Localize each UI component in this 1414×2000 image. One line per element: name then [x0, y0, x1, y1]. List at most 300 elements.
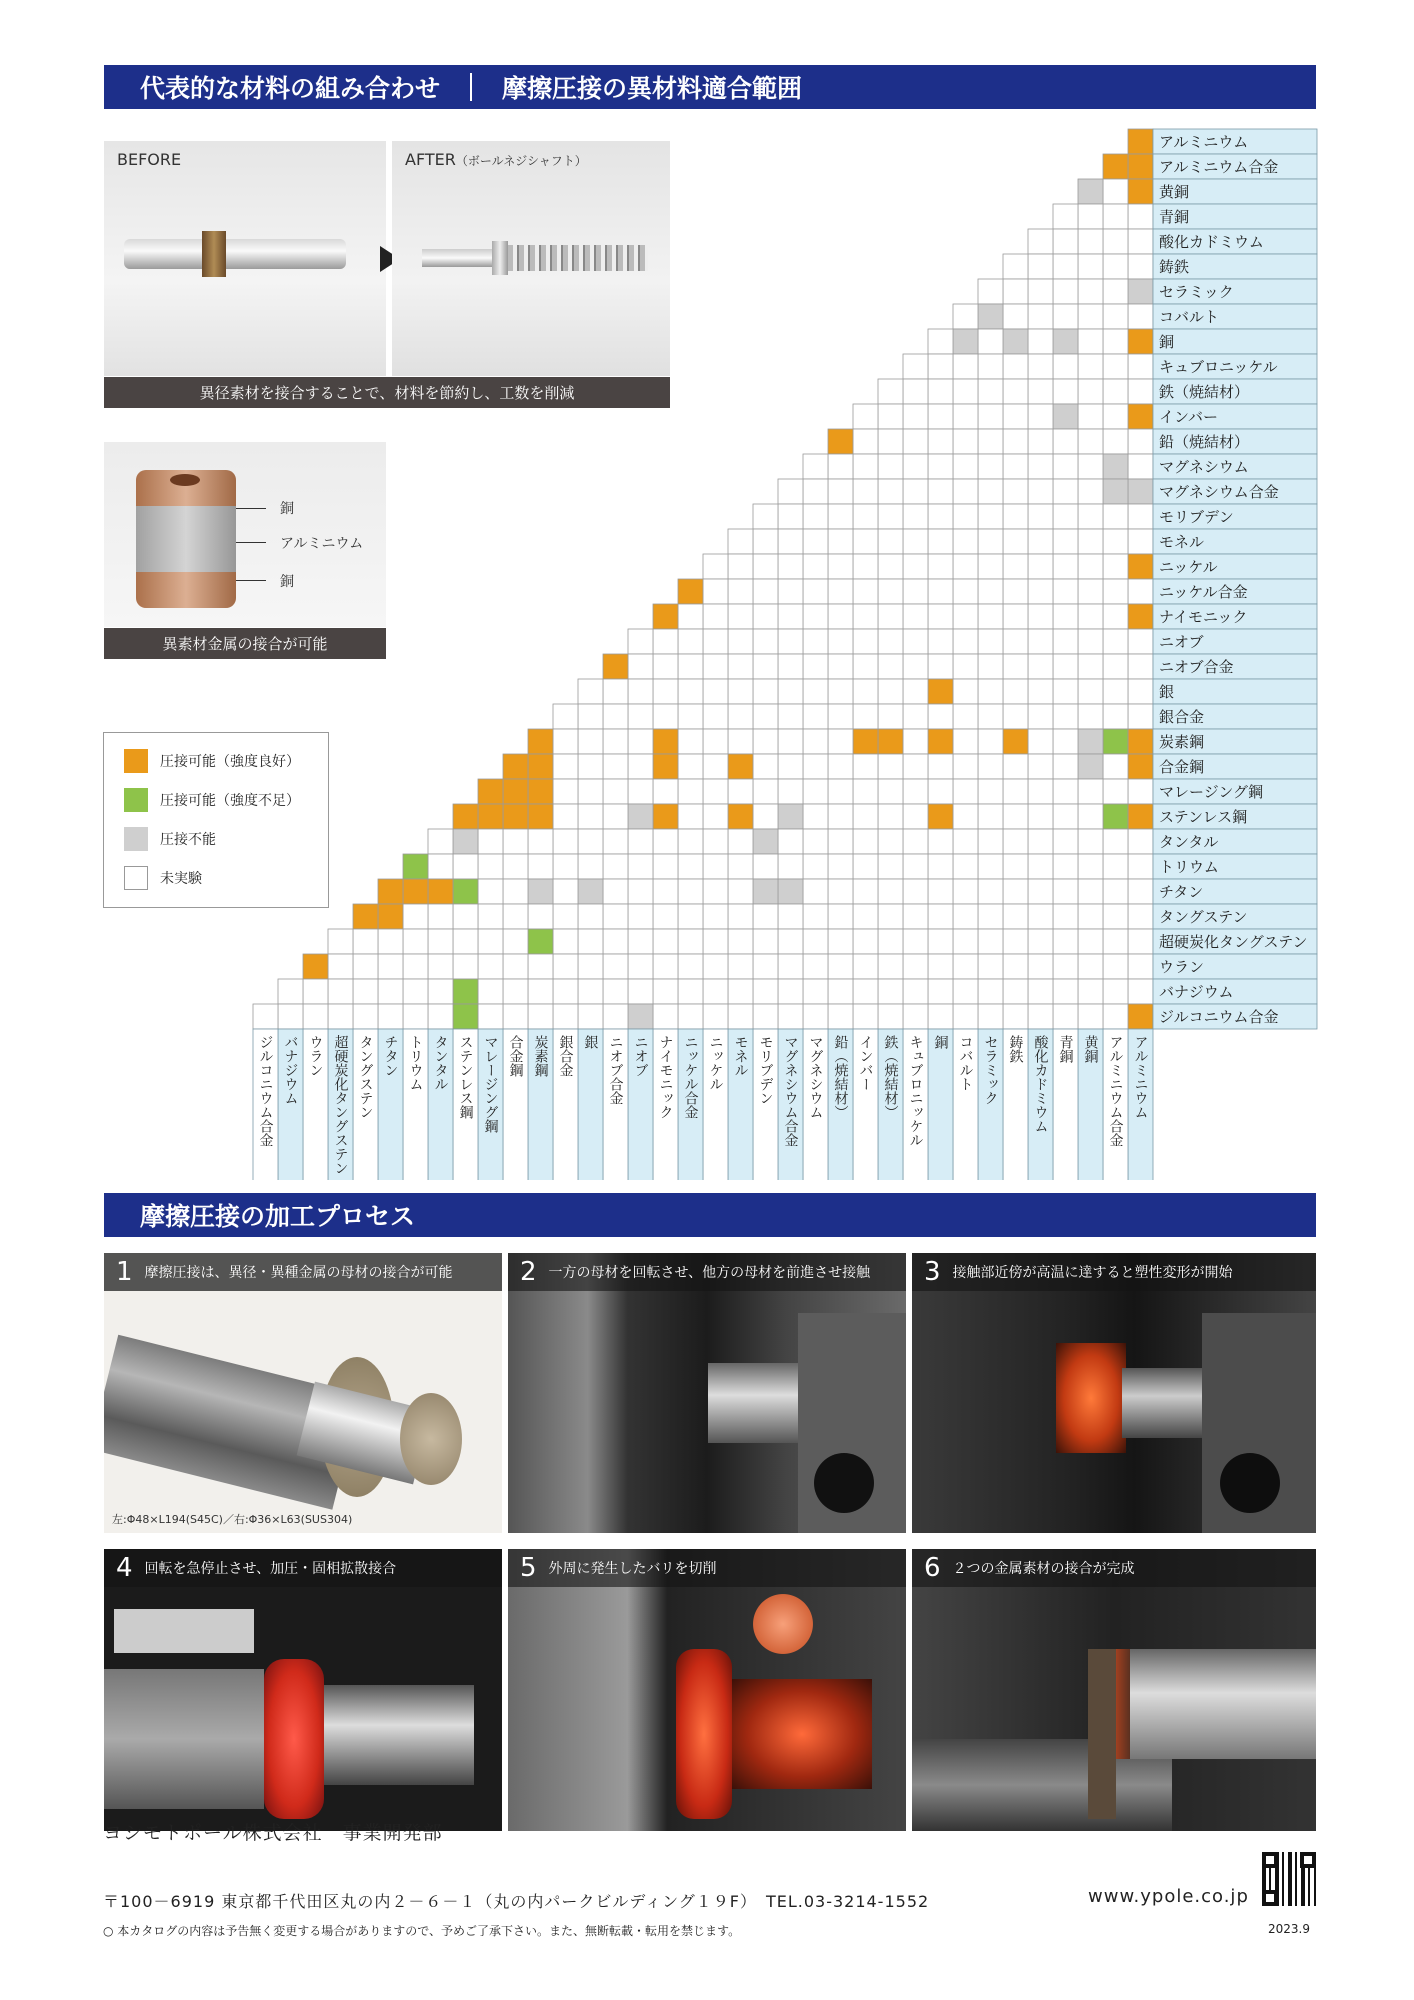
matrix-cell	[703, 979, 728, 1004]
matrix-cell	[828, 629, 853, 654]
matrix-cell	[653, 729, 678, 754]
matrix-cell	[853, 679, 878, 704]
matrix-cell	[1103, 554, 1128, 579]
matrix-cell	[503, 829, 528, 854]
matrix-cell	[1003, 729, 1028, 754]
matrix-cell	[603, 679, 628, 704]
matrix-cell	[1078, 604, 1103, 629]
matrix-cell	[978, 404, 1003, 429]
matrix-cell	[703, 929, 728, 954]
matrix-cell	[1003, 879, 1028, 904]
matrix-cell	[1028, 829, 1053, 854]
matrix-cell	[1128, 379, 1153, 404]
matrix-cell	[703, 879, 728, 904]
matrix-cell	[1053, 429, 1078, 454]
matrix-cell	[1053, 304, 1078, 329]
matrix-cell	[1053, 229, 1078, 254]
row-label: モネル	[1159, 533, 1205, 551]
matrix-cell	[928, 854, 953, 879]
matrix-cell	[1028, 604, 1053, 629]
matrix-cell	[453, 979, 478, 1004]
column-label: インバー	[857, 1035, 874, 1091]
matrix-cell	[653, 904, 678, 929]
matrix-cell	[328, 929, 353, 954]
process-header-title: 摩擦圧接の加工プロセス	[140, 1202, 416, 1231]
matrix-cell	[553, 879, 578, 904]
matrix-cell	[928, 904, 953, 929]
matrix-cell	[953, 804, 978, 829]
matrix-cell	[1128, 954, 1153, 979]
matrix-cell	[1128, 179, 1153, 204]
matrix-cell	[728, 654, 753, 679]
matrix-cell	[1028, 279, 1053, 304]
matrix-cell	[1003, 354, 1028, 379]
matrix-cell	[903, 529, 928, 554]
matrix-cell	[928, 629, 953, 654]
matrix-cell	[903, 779, 928, 804]
matrix-cell	[1128, 554, 1153, 579]
matrix-cell	[653, 754, 678, 779]
matrix-cell	[778, 554, 803, 579]
matrix-cell	[1128, 204, 1153, 229]
matrix-cell	[1103, 279, 1128, 304]
column-label: ナイモニック	[657, 1035, 674, 1119]
matrix-cell	[1053, 929, 1078, 954]
matrix-cell	[1078, 729, 1103, 754]
matrix-cell	[1078, 329, 1103, 354]
matrix-cell	[653, 629, 678, 654]
step-1-note: 左:Φ48×L194(S45C)／右:Φ36×L63(SUS304)	[112, 1513, 353, 1526]
matrix-cell	[853, 454, 878, 479]
matrix-cell	[628, 929, 653, 954]
matrix-cell	[303, 954, 328, 979]
matrix-cell	[803, 779, 828, 804]
matrix-cell	[978, 904, 1003, 929]
matrix-cell	[378, 904, 403, 929]
matrix-cell	[653, 854, 678, 879]
matrix-cell	[853, 879, 878, 904]
matrix-cell	[403, 1004, 428, 1029]
column-label: ニッケル合金	[682, 1035, 699, 1119]
column-label: タングステン	[357, 1035, 374, 1119]
matrix-cell	[803, 679, 828, 704]
matrix-cell	[1103, 404, 1128, 429]
legend-label-good: 圧接可能（強度良好）	[160, 754, 300, 770]
matrix-cell	[978, 504, 1003, 529]
matrix-cell	[928, 354, 953, 379]
matrix-cell	[953, 379, 978, 404]
matrix-cell	[1028, 929, 1053, 954]
matrix-cell	[628, 979, 653, 1004]
step-6-number: 6	[924, 1553, 941, 1583]
matrix-cell	[753, 954, 778, 979]
matrix-cell	[1128, 529, 1153, 554]
matrix-cell	[828, 979, 853, 1004]
matrix-cell	[803, 754, 828, 779]
matrix-cell	[353, 929, 378, 954]
matrix-cell	[878, 979, 903, 1004]
matrix-cell	[1053, 554, 1078, 579]
matrix-cell	[628, 904, 653, 929]
matrix-cell	[853, 479, 878, 504]
matrix-cell	[553, 779, 578, 804]
row-label: 銅	[1159, 333, 1175, 351]
matrix-cell	[903, 979, 928, 1004]
matrix-cell	[953, 454, 978, 479]
matrix-cell	[853, 629, 878, 654]
matrix-cell	[503, 929, 528, 954]
matrix-cell	[778, 679, 803, 704]
process-step-6	[912, 1549, 1316, 1831]
matrix-cell	[1003, 754, 1028, 779]
matrix-cell	[878, 454, 903, 479]
matrix-cell	[803, 954, 828, 979]
matrix-cell	[853, 554, 878, 579]
matrix-cell	[1028, 504, 1053, 529]
matrix-cell	[603, 904, 628, 929]
row-label: トリウム	[1159, 858, 1219, 876]
matrix-cell	[903, 429, 928, 454]
column-label: 鉛（焼結材）	[832, 1035, 849, 1119]
matrix-cell	[728, 529, 753, 554]
layer-label-copper-top: 銅	[280, 501, 294, 517]
matrix-cell	[753, 654, 778, 679]
matrix-cell	[778, 779, 803, 804]
matrix-cell	[1028, 454, 1053, 479]
matrix-cell	[878, 529, 903, 554]
matrix-cell	[803, 629, 828, 654]
matrix-cell	[903, 579, 928, 604]
matrix-cell	[428, 829, 453, 854]
matrix-cell	[978, 754, 1003, 779]
matrix-cell	[978, 429, 1003, 454]
matrix-cell	[928, 579, 953, 604]
step-4-number: 4	[116, 1553, 133, 1583]
matrix-cell	[1078, 829, 1103, 854]
matrix-cell	[1053, 479, 1078, 504]
column-label: タンタル	[432, 1035, 449, 1091]
matrix-cell	[628, 954, 653, 979]
matrix-cell	[1028, 704, 1053, 729]
matrix-cell	[828, 854, 853, 879]
row-label: 銀合金	[1159, 708, 1205, 726]
matrix-cell	[978, 454, 1003, 479]
matrix-cell	[628, 654, 653, 679]
matrix-cell	[678, 654, 703, 679]
matrix-cell	[703, 654, 728, 679]
matrix-cell	[628, 829, 653, 854]
matrix-cell	[653, 604, 678, 629]
matrix-cell	[1053, 504, 1078, 529]
matrix-cell	[403, 879, 428, 904]
matrix-cell	[828, 879, 853, 904]
step-4-title: 回転を急停止させ、加圧・固相拡散接合	[144, 1561, 397, 1577]
matrix-cell	[903, 954, 928, 979]
row-label: ジルコニウム合金	[1159, 1008, 1279, 1026]
column-label: 鉄（焼結材）	[882, 1035, 899, 1119]
matrix-cell	[803, 729, 828, 754]
matrix-cell	[703, 904, 728, 929]
matrix-cell	[928, 1004, 953, 1029]
matrix-cell	[1128, 429, 1153, 454]
matrix-cell	[853, 729, 878, 754]
column-label: ウラン	[307, 1035, 324, 1077]
matrix-cell	[878, 479, 903, 504]
column-label: ステンレス鋼	[457, 1035, 474, 1119]
step-2-title: 一方の母材を回転させ、他方の母材を前進させ接触	[548, 1265, 871, 1281]
matrix-cell	[903, 929, 928, 954]
matrix-cell	[1053, 729, 1078, 754]
matrix-cell	[828, 704, 853, 729]
matrix-cell	[1103, 354, 1128, 379]
matrix-cell	[803, 804, 828, 829]
matrix-cell	[578, 979, 603, 1004]
matrix-cell	[1078, 904, 1103, 929]
row-label: 青銅	[1159, 208, 1190, 226]
matrix-cell	[453, 829, 478, 854]
matrix-cell	[728, 929, 753, 954]
layer-label-aluminum: アルミニウム	[280, 536, 364, 552]
matrix-cell	[853, 854, 878, 879]
matrix-cell	[578, 904, 603, 929]
matrix-cell	[928, 379, 953, 404]
matrix-cell	[953, 604, 978, 629]
matrix-cell	[803, 504, 828, 529]
column-label: 鋳鉄	[1007, 1035, 1024, 1063]
matrix-cell	[453, 854, 478, 879]
matrix-cell	[1053, 654, 1078, 679]
matrix-cell	[478, 804, 503, 829]
matrix-cell	[678, 629, 703, 654]
matrix-cell	[828, 804, 853, 829]
section-header-process	[104, 1193, 1316, 1237]
matrix-cell	[903, 704, 928, 729]
column-label: ニオブ	[632, 1035, 649, 1077]
matrix-cell	[703, 854, 728, 879]
column-label: 合金鋼	[507, 1035, 524, 1077]
matrix-cell	[753, 979, 778, 1004]
matrix-cell	[853, 804, 878, 829]
matrix-cell	[803, 704, 828, 729]
matrix-cell	[678, 1004, 703, 1029]
qr-code-icon[interactable]	[1262, 1852, 1316, 1906]
matrix-cell	[728, 704, 753, 729]
matrix-cell	[1078, 854, 1103, 879]
matrix-cell	[828, 954, 853, 979]
matrix-cell	[978, 479, 1003, 504]
matrix-cell	[753, 554, 778, 579]
row-label: アルミニウム	[1159, 133, 1249, 151]
row-label: 超硬炭化タングステン	[1159, 933, 1308, 951]
column-label: 黄銅	[1082, 1035, 1099, 1063]
matrix-cell	[1078, 754, 1103, 779]
matrix-cell	[1003, 254, 1028, 279]
matrix-cell	[978, 929, 1003, 954]
matrix-cell	[928, 954, 953, 979]
matrix-cell	[528, 729, 553, 754]
matrix-cell	[903, 354, 928, 379]
matrix-cell	[328, 979, 353, 1004]
row-label: アルミニウム合金	[1159, 158, 1279, 176]
row-label: マレージング鋼	[1159, 783, 1264, 801]
matrix-cell	[1128, 604, 1153, 629]
matrix-cell	[978, 329, 1003, 354]
matrix-cell	[853, 954, 878, 979]
matrix-cell	[1078, 479, 1103, 504]
matrix-cell	[728, 904, 753, 929]
matrix-cell	[478, 1004, 503, 1029]
matrix-cell	[928, 329, 953, 354]
matrix-cell	[778, 979, 803, 1004]
matrix-cell	[778, 504, 803, 529]
matrix-cell	[1128, 279, 1153, 304]
matrix-cell	[1053, 854, 1078, 879]
matrix-cell	[428, 904, 453, 929]
matrix-cell	[1053, 879, 1078, 904]
matrix-cell	[403, 904, 428, 929]
matrix-cell	[928, 979, 953, 1004]
matrix-cell	[878, 654, 903, 679]
matrix-cell	[903, 404, 928, 429]
row-label-bg	[1153, 329, 1317, 354]
matrix-cell	[1028, 379, 1053, 404]
matrix-cell	[1128, 479, 1153, 504]
matrix-cell	[478, 979, 503, 1004]
matrix-cell	[953, 304, 978, 329]
row-label: 鉛（焼結材）	[1159, 433, 1250, 451]
matrix-cell	[753, 1004, 778, 1029]
matrix-cell	[1003, 829, 1028, 854]
matrix-cell	[1128, 679, 1153, 704]
matrix-cell	[978, 304, 1003, 329]
matrix-cell	[678, 854, 703, 879]
matrix-cell	[578, 804, 603, 829]
matrix-cell	[528, 979, 553, 1004]
matrix-cell	[428, 1004, 453, 1029]
matrix-cell	[778, 654, 803, 679]
column-label: 青銅	[1057, 1035, 1074, 1063]
row-label: 合金鋼	[1159, 758, 1205, 776]
matrix-cell	[1028, 404, 1053, 429]
matrix-cell	[1003, 304, 1028, 329]
matrix-cell	[1103, 179, 1128, 204]
column-label: アルミニウム	[1132, 1035, 1149, 1119]
matrix-cell	[753, 579, 778, 604]
process-step-5	[508, 1549, 906, 1831]
matrix-cell	[878, 404, 903, 429]
matrix-cell	[1103, 754, 1128, 779]
matrix-cell	[653, 779, 678, 804]
matrix-cell	[628, 704, 653, 729]
row-label: セラミック	[1159, 283, 1234, 301]
matrix-cell	[353, 1004, 378, 1029]
matrix-cell	[728, 579, 753, 604]
matrix-cell	[1003, 429, 1028, 454]
matrix-cell	[1003, 529, 1028, 554]
matrix-cell	[928, 704, 953, 729]
matrix-cell	[853, 604, 878, 629]
matrix-cell	[528, 1004, 553, 1029]
matrix-cell	[853, 979, 878, 1004]
column-label: 銅	[932, 1035, 949, 1049]
matrix-cell	[703, 629, 728, 654]
matrix-cell	[978, 654, 1003, 679]
matrix-cell	[653, 929, 678, 954]
matrix-cell	[903, 629, 928, 654]
matrix-cell	[503, 904, 528, 929]
matrix-cell	[528, 904, 553, 929]
matrix-cell	[803, 1004, 828, 1029]
matrix-cell	[1003, 404, 1028, 429]
matrix-cell	[1003, 279, 1028, 304]
matrix-cell	[878, 954, 903, 979]
matrix-cell	[703, 729, 728, 754]
matrix-cell	[1053, 204, 1078, 229]
matrix-cell	[1003, 479, 1028, 504]
matrix-cell	[703, 829, 728, 854]
matrix-cell	[603, 929, 628, 954]
matrix-cell	[753, 854, 778, 879]
column-label: ニッケル	[707, 1035, 724, 1091]
matrix-cell	[703, 679, 728, 704]
matrix-cell	[1103, 904, 1128, 929]
row-label: チタン	[1159, 883, 1204, 901]
matrix-cell	[728, 779, 753, 804]
matrix-cell	[478, 954, 503, 979]
website-link[interactable]: www.ypole.co.jp	[1088, 1886, 1249, 1907]
matrix-cell	[553, 979, 578, 1004]
matrix-cell	[978, 379, 1003, 404]
matrix-cell	[728, 979, 753, 1004]
matrix-cell	[1028, 554, 1053, 579]
matrix-cell	[878, 829, 903, 854]
matrix-cell	[603, 754, 628, 779]
matrix-cell	[928, 404, 953, 429]
matrix-cell	[678, 954, 703, 979]
matrix-cell	[828, 729, 853, 754]
company-address: 〒100－6919 東京都千代田区丸の内２－６－１（丸の内パークビルディング１９F） TEL.03-3214-1552	[103, 1892, 930, 1911]
matrix-cell	[728, 554, 753, 579]
matrix-cell	[978, 629, 1003, 654]
matrix-cell	[828, 829, 853, 854]
matrix-cell	[278, 1004, 303, 1029]
before-after-caption: 異径素材を接合することで、材料を節約し、工数を削減	[104, 377, 670, 408]
row-label: タンタル	[1159, 833, 1219, 851]
matrix-cell	[828, 454, 853, 479]
matrix-cell	[878, 879, 903, 904]
matrix-cell	[728, 729, 753, 754]
matrix-cell	[1078, 554, 1103, 579]
matrix-cell	[978, 954, 1003, 979]
matrix-cell	[1053, 979, 1078, 1004]
step-1-number: 1	[116, 1257, 133, 1287]
matrix-cell	[1028, 979, 1053, 1004]
matrix-cell	[953, 704, 978, 729]
matrix-cell	[578, 704, 603, 729]
matrix-cell	[928, 604, 953, 629]
matrix-cell	[853, 829, 878, 854]
matrix-cell	[1028, 529, 1053, 554]
matrix-cell	[528, 854, 553, 879]
matrix-cell	[1053, 579, 1078, 604]
matrix-cell	[828, 654, 853, 679]
matrix-cell	[803, 929, 828, 954]
matrix-cell	[1053, 379, 1078, 404]
matrix-cell	[1078, 429, 1103, 454]
matrix-cell	[1078, 654, 1103, 679]
matrix-cell	[453, 954, 478, 979]
matrix-cell	[778, 629, 803, 654]
